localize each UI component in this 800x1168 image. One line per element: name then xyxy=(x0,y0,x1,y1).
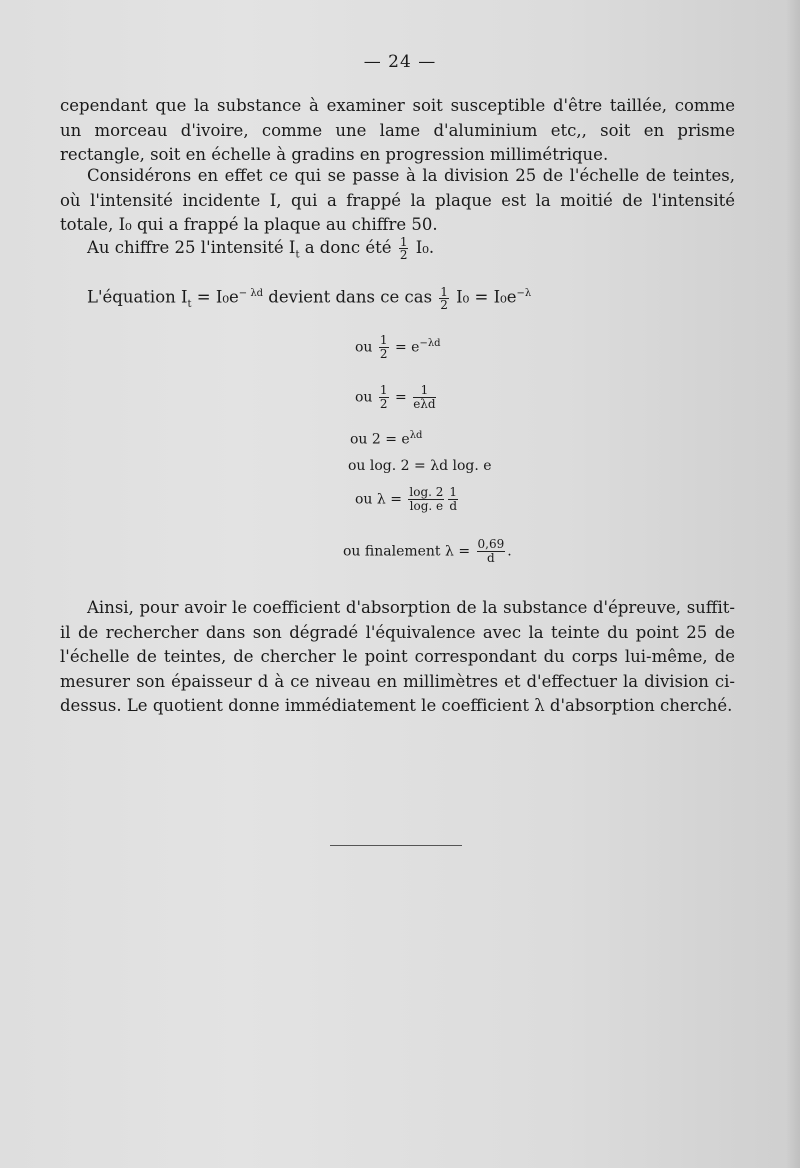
equation-6 xyxy=(343,538,512,565)
eq6-den: d xyxy=(487,551,495,565)
eq1-exponent: −λd xyxy=(419,337,441,349)
p4-exponent-2: −λ xyxy=(516,288,532,299)
eq5-den: log. e xyxy=(409,499,444,513)
p4-half-den: 2 xyxy=(440,297,448,312)
paragraph-3 xyxy=(87,236,587,268)
paragraph-5 xyxy=(60,596,735,719)
paragraph-5-text: Ainsi, pour avoir le coefficient d'absorption de la substance d'épreuve, suffit-il de rechercher dans son dégradé l'équivalence avec la teinte du point 25 de l'échelle de teintes, de chercher le point correspondant du corps lui-même, de mesurer son épaisseur d à ce niveau en millimètres et d'effectuer la division ci-dessus. Le quotient donne immédiatement le coefficient λ d'absorption cherché. xyxy=(60,598,735,715)
eq2-fraction-left xyxy=(379,384,389,411)
eq1-num: 1 xyxy=(379,333,388,347)
eq6-ou: ou finalement λ = xyxy=(343,543,475,560)
eq2-fraction-right xyxy=(413,384,435,411)
p3-half-den: 2 xyxy=(399,248,408,262)
eq5-fraction-1 xyxy=(408,486,444,513)
closing-rule xyxy=(330,845,462,846)
eq2-ou: ou xyxy=(355,389,373,406)
p3-half-num: 1 xyxy=(399,235,408,249)
p4-half-fraction xyxy=(439,286,449,311)
eq5-num: log. 2 xyxy=(409,485,444,499)
p3-half-fraction xyxy=(399,236,409,261)
p4-after: I₀ = I₀e xyxy=(450,287,517,307)
eq5-fraction-2 xyxy=(448,486,458,513)
equation-3 xyxy=(350,428,422,448)
eq3-exponent: λd xyxy=(409,430,423,441)
p3-after: I₀. xyxy=(410,238,435,257)
p3-mid: a donc été xyxy=(299,238,397,257)
eq1-ou: ou xyxy=(355,339,373,356)
eq3-text: ou 2 = e xyxy=(350,431,410,448)
eq2-den: 2 xyxy=(379,397,388,411)
eq1-rhs: = e xyxy=(390,339,420,356)
eq5-ou: ou λ = xyxy=(355,491,407,508)
paragraph-2 xyxy=(60,164,735,238)
page-number: — 24 — xyxy=(363,52,437,72)
p4-eq: = I₀e xyxy=(191,287,239,307)
p4-exponent: − λd xyxy=(238,288,264,299)
equation-2 xyxy=(355,384,438,411)
p4-subscript: t xyxy=(187,298,192,310)
p4-half-num: 1 xyxy=(440,284,448,299)
p3-before: Au chiffre 25 l'intensité I xyxy=(87,238,296,257)
paragraph-2-text: Considérons en effet ce qui se passe à la division 25 de l'échelle de teintes, où l'intensité incidente I, qui a frappé la plaque est la moitié de l'intensité totale, I₀ qui a frappé la plaque au chiffre 50. xyxy=(60,166,735,234)
paragraph-4 xyxy=(87,282,687,317)
eq2-num: 1 xyxy=(379,383,388,397)
eq1-fraction xyxy=(379,334,389,361)
equation-1 xyxy=(355,334,441,361)
paragraph-1 xyxy=(60,94,735,168)
eq6-fraction xyxy=(477,538,506,565)
page-edge-shadow xyxy=(786,0,800,1168)
eq1-den: 2 xyxy=(379,347,388,361)
eq2-rnum: 1 xyxy=(413,384,435,398)
eq5-den2: d xyxy=(449,499,458,513)
eq6-end: . xyxy=(507,543,512,560)
p3-subscript: t xyxy=(295,249,300,261)
eq4-text: ou log. 2 = λd log. e xyxy=(348,458,492,474)
equation-4 xyxy=(348,458,492,474)
eq5-num2: 1 xyxy=(449,485,458,499)
p4-mid: devient dans ce cas xyxy=(263,287,438,307)
paragraph-1-text: cependant que la substance à examiner soit susceptible d'être taillée, comme un morceau d'ivoire, comme une lame d'aluminium etc,, soit en prisme rectangle, soit en échelle à gradins en progression millimétrique. xyxy=(60,96,735,164)
eq6-num: 0,69 xyxy=(477,537,505,551)
equation-5 xyxy=(355,486,460,513)
eq2-equals: = xyxy=(390,389,412,406)
p4-before: L'équation I xyxy=(87,287,188,307)
eq2-rden: eλd xyxy=(413,397,436,411)
